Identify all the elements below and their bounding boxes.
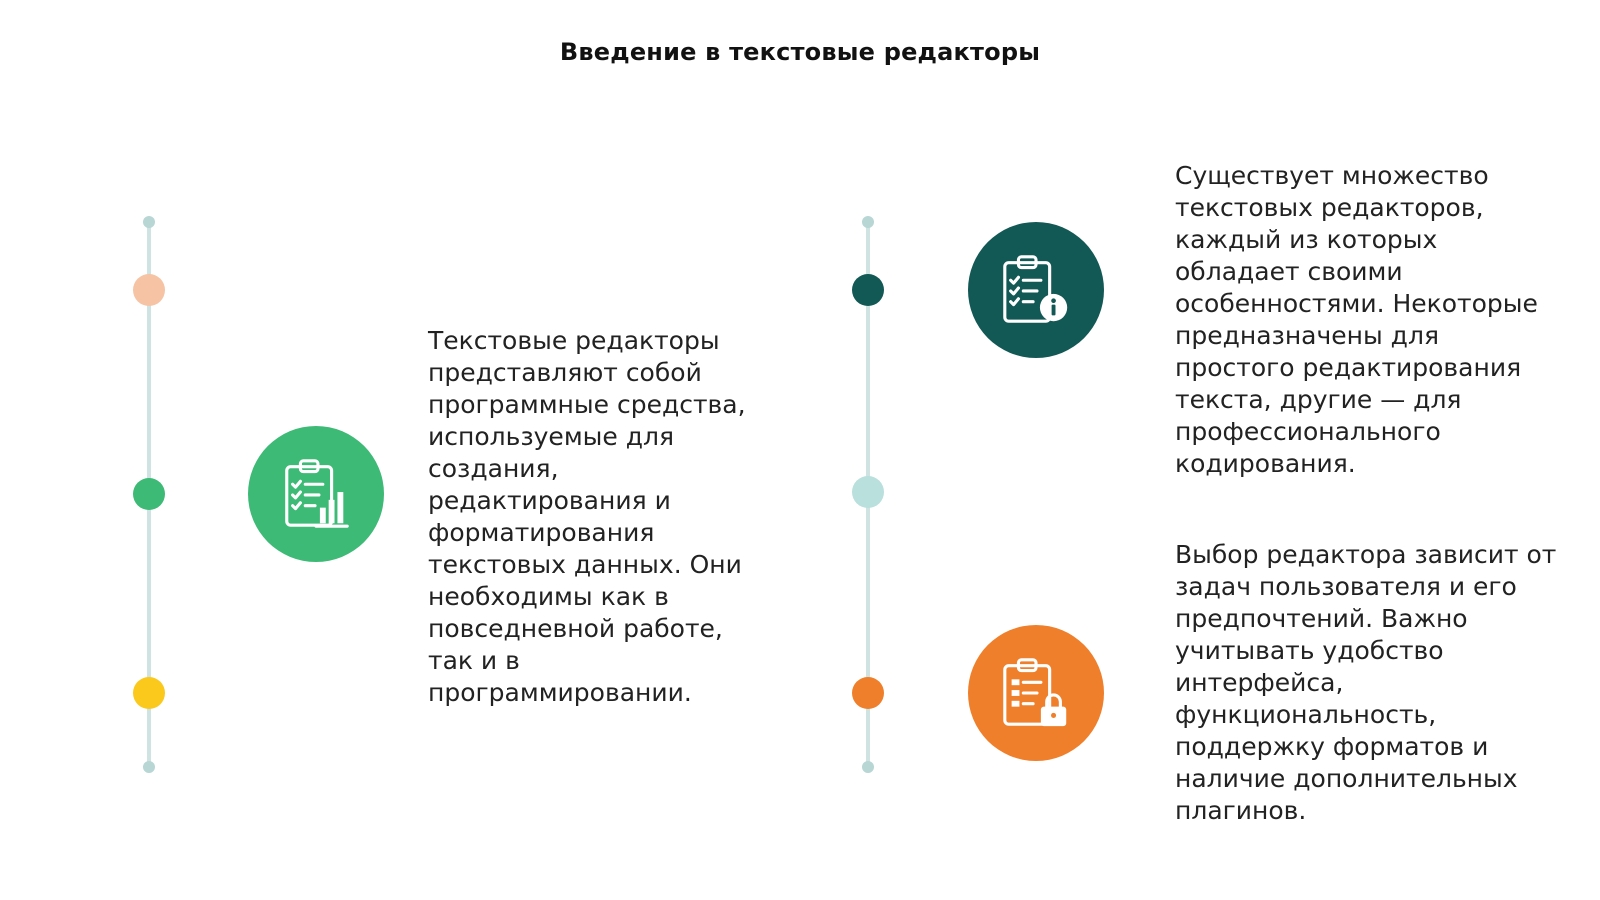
item-1-description: Текстовые редакторы представляют собой программные средства, используемые для создания, редактирования и форматирования текстовых данных. Они необходимы как в повседневной работе, так и в программировании.	[428, 326, 746, 707]
timeline-right-end-dot	[862, 761, 874, 773]
timeline-left-end-dot	[143, 761, 155, 773]
clipboard-chart-icon-circle	[248, 426, 384, 562]
timeline-left-green-dot	[133, 478, 165, 510]
clipboard-lock-icon-circle	[968, 625, 1104, 761]
timeline-right-dark-teal-dot	[852, 274, 884, 306]
timeline-right-light-teal-dot	[852, 476, 884, 508]
item-2-description: Существует множество текстовых редакторов, каждый из которых обладает своими особенностями. Некоторые предназначены для простого редактирования текста, другие — для профессионального кодирования.	[1175, 161, 1538, 478]
clipboard-info-icon	[997, 251, 1075, 329]
clipboard-chart-icon	[277, 455, 355, 533]
timeline-right-orange-dot	[852, 677, 884, 709]
timeline-right-start-dot	[862, 216, 874, 228]
page-title: Введение в текстовые редакторы	[559, 38, 1041, 66]
clipboard-info-icon-circle	[968, 222, 1104, 358]
clipboard-lock-icon	[997, 654, 1075, 732]
timeline-left-peach-dot	[133, 274, 165, 306]
timeline-left-start-dot	[143, 216, 155, 228]
timeline-left-yellow-dot	[133, 677, 165, 709]
item-3-description: Выбор редактора зависит от задач пользователя и его предпочтений. Важно учитывать удобство интерфейса, функциональность, поддержку форматов и наличие дополнительных плагинов.	[1175, 540, 1557, 825]
